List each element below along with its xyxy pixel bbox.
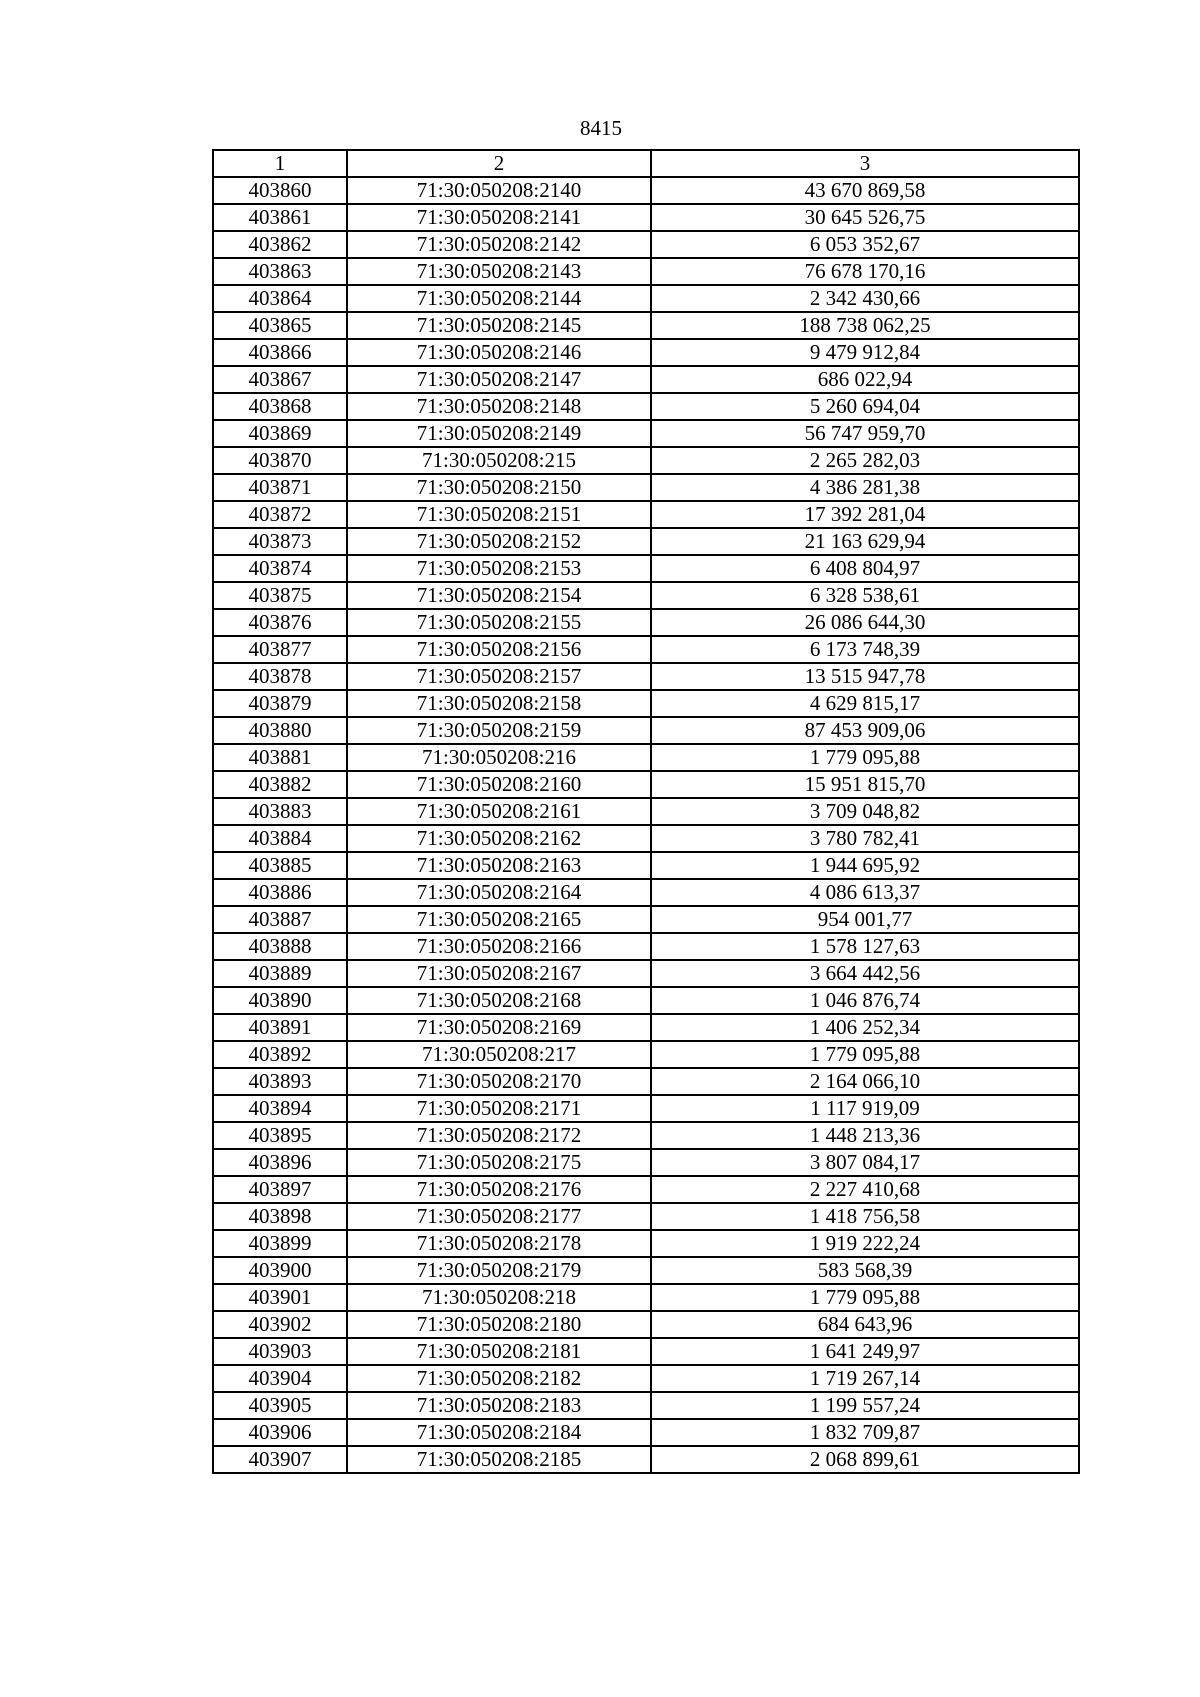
row-number-cell: 403887 bbox=[213, 906, 347, 933]
cadastral-number-cell: 71:30:050208:2154 bbox=[347, 582, 651, 609]
table-row bbox=[213, 420, 1079, 447]
value-cell: 17 392 281,04 bbox=[651, 501, 1079, 528]
value-cell: 4 386 281,38 bbox=[651, 474, 1079, 501]
row-number-cell: 403898 bbox=[213, 1203, 347, 1230]
row-number-cell: 403864 bbox=[213, 285, 347, 312]
table-row bbox=[213, 285, 1079, 312]
row-number-cell: 403894 bbox=[213, 1095, 347, 1122]
table-row bbox=[213, 1149, 1079, 1176]
value-cell: 1 779 095,88 bbox=[651, 1041, 1079, 1068]
cadastral-number-cell: 71:30:050208:2157 bbox=[347, 663, 651, 690]
row-number-cell: 403869 bbox=[213, 420, 347, 447]
table-row bbox=[213, 771, 1079, 798]
cadastral-number-cell: 71:30:050208:2179 bbox=[347, 1257, 651, 1284]
table-row bbox=[213, 933, 1079, 960]
cadastral-number-cell: 71:30:050208:2175 bbox=[347, 1149, 651, 1176]
cadastral-number-cell: 71:30:050208:2152 bbox=[347, 528, 651, 555]
value-cell: 1 448 213,36 bbox=[651, 1122, 1079, 1149]
row-number-cell: 403881 bbox=[213, 744, 347, 771]
value-cell: 954 001,77 bbox=[651, 906, 1079, 933]
value-cell: 2 068 899,61 bbox=[651, 1446, 1079, 1473]
cadastral-number-cell: 71:30:050208:2181 bbox=[347, 1338, 651, 1365]
value-cell: 686 022,94 bbox=[651, 366, 1079, 393]
table-row bbox=[213, 393, 1079, 420]
row-number-cell: 403867 bbox=[213, 366, 347, 393]
table-row bbox=[213, 339, 1079, 366]
table-row bbox=[213, 1392, 1079, 1419]
cadastral-number-cell: 71:30:050208:2155 bbox=[347, 609, 651, 636]
row-number-cell: 403907 bbox=[213, 1446, 347, 1473]
row-number-cell: 403899 bbox=[213, 1230, 347, 1257]
cadastral-number-cell: 71:30:050208:2149 bbox=[347, 420, 651, 447]
column-header: 3 bbox=[651, 150, 1079, 177]
value-cell: 6 408 804,97 bbox=[651, 555, 1079, 582]
value-cell: 1 199 557,24 bbox=[651, 1392, 1079, 1419]
row-number-cell: 403901 bbox=[213, 1284, 347, 1311]
row-number-cell: 403905 bbox=[213, 1392, 347, 1419]
table-row bbox=[213, 582, 1079, 609]
row-number-cell: 403888 bbox=[213, 933, 347, 960]
value-cell: 1 944 695,92 bbox=[651, 852, 1079, 879]
row-number-cell: 403861 bbox=[213, 204, 347, 231]
row-number-cell: 403877 bbox=[213, 636, 347, 663]
cadastral-number-cell: 71:30:050208:2184 bbox=[347, 1419, 651, 1446]
cadastral-number-cell: 71:30:050208:2165 bbox=[347, 906, 651, 933]
row-number-cell: 403904 bbox=[213, 1365, 347, 1392]
table-row bbox=[213, 852, 1079, 879]
value-cell: 87 453 909,06 bbox=[651, 717, 1079, 744]
table-row bbox=[213, 1068, 1079, 1095]
value-cell: 1 117 919,09 bbox=[651, 1095, 1079, 1122]
cadastral-number-cell: 71:30:050208:2141 bbox=[347, 204, 651, 231]
cadastral-number-cell: 71:30:050208:2182 bbox=[347, 1365, 651, 1392]
table-row bbox=[213, 825, 1079, 852]
column-header: 1 bbox=[213, 150, 347, 177]
value-cell: 2 342 430,66 bbox=[651, 285, 1079, 312]
cadastral-number-cell: 71:30:050208:2166 bbox=[347, 933, 651, 960]
table-row bbox=[213, 312, 1079, 339]
table-row bbox=[213, 1284, 1079, 1311]
value-cell: 1 719 267,14 bbox=[651, 1365, 1079, 1392]
table-row bbox=[213, 1230, 1079, 1257]
value-cell: 1 832 709,87 bbox=[651, 1419, 1079, 1446]
table-row bbox=[213, 177, 1079, 204]
value-cell: 76 678 170,16 bbox=[651, 258, 1079, 285]
cadastral-number-cell: 71:30:050208:2176 bbox=[347, 1176, 651, 1203]
cadastral-number-cell: 71:30:050208:2156 bbox=[347, 636, 651, 663]
table-row bbox=[213, 258, 1079, 285]
table-row bbox=[213, 1176, 1079, 1203]
row-number-cell: 403886 bbox=[213, 879, 347, 906]
row-number-cell: 403866 bbox=[213, 339, 347, 366]
row-number-cell: 403903 bbox=[213, 1338, 347, 1365]
row-number-cell: 403875 bbox=[213, 582, 347, 609]
row-number-cell: 403900 bbox=[213, 1257, 347, 1284]
value-cell: 1 919 222,24 bbox=[651, 1230, 1079, 1257]
value-cell: 30 645 526,75 bbox=[651, 204, 1079, 231]
value-cell: 3 807 084,17 bbox=[651, 1149, 1079, 1176]
row-number-cell: 403865 bbox=[213, 312, 347, 339]
row-number-cell: 403880 bbox=[213, 717, 347, 744]
cadastral-number-cell: 71:30:050208:2171 bbox=[347, 1095, 651, 1122]
value-cell: 6 173 748,39 bbox=[651, 636, 1079, 663]
cadastral-number-cell: 71:30:050208:2159 bbox=[347, 717, 651, 744]
row-number-cell: 403879 bbox=[213, 690, 347, 717]
column-header: 2 bbox=[347, 150, 651, 177]
value-cell: 21 163 629,94 bbox=[651, 528, 1079, 555]
row-number-cell: 403878 bbox=[213, 663, 347, 690]
cadastral-number-cell: 71:30:050208:2168 bbox=[347, 987, 651, 1014]
value-cell: 2 164 066,10 bbox=[651, 1068, 1079, 1095]
value-cell: 1 779 095,88 bbox=[651, 744, 1079, 771]
table-row bbox=[213, 906, 1079, 933]
cadastral-number-cell: 71:30:050208:2158 bbox=[347, 690, 651, 717]
value-cell: 583 568,39 bbox=[651, 1257, 1079, 1284]
value-cell: 1 046 876,74 bbox=[651, 987, 1079, 1014]
row-number-cell: 403876 bbox=[213, 609, 347, 636]
row-number-cell: 403863 bbox=[213, 258, 347, 285]
table-row bbox=[213, 1446, 1079, 1473]
table-header-row bbox=[213, 150, 1079, 177]
row-number-cell: 403890 bbox=[213, 987, 347, 1014]
table-row bbox=[213, 501, 1079, 528]
table-row bbox=[213, 1014, 1079, 1041]
table-row bbox=[213, 690, 1079, 717]
value-cell: 56 747 959,70 bbox=[651, 420, 1079, 447]
row-number-cell: 403885 bbox=[213, 852, 347, 879]
cadastral-number-cell: 71:30:050208:2161 bbox=[347, 798, 651, 825]
row-number-cell: 403882 bbox=[213, 771, 347, 798]
row-number-cell: 403891 bbox=[213, 1014, 347, 1041]
cadastral-number-cell: 71:30:050208:2147 bbox=[347, 366, 651, 393]
value-cell: 26 086 644,30 bbox=[651, 609, 1079, 636]
table-row bbox=[213, 717, 1079, 744]
value-cell: 4 086 613,37 bbox=[651, 879, 1079, 906]
cadastral-number-cell: 71:30:050208:2150 bbox=[347, 474, 651, 501]
value-cell: 9 479 912,84 bbox=[651, 339, 1079, 366]
value-cell: 1 779 095,88 bbox=[651, 1284, 1079, 1311]
row-number-cell: 403906 bbox=[213, 1419, 347, 1446]
table-row bbox=[213, 447, 1079, 474]
value-cell: 43 670 869,58 bbox=[651, 177, 1079, 204]
cadastral-number-cell: 71:30:050208:2170 bbox=[347, 1068, 651, 1095]
table-row bbox=[213, 1311, 1079, 1338]
row-number-cell: 403902 bbox=[213, 1311, 347, 1338]
value-cell: 1 641 249,97 bbox=[651, 1338, 1079, 1365]
table-row bbox=[213, 1203, 1079, 1230]
table-row bbox=[213, 636, 1079, 663]
table-row bbox=[213, 1095, 1079, 1122]
table-row bbox=[213, 1365, 1079, 1392]
value-cell: 13 515 947,78 bbox=[651, 663, 1079, 690]
page-number: 8415 bbox=[580, 116, 622, 140]
cadastral-number-cell: 71:30:050208:2151 bbox=[347, 501, 651, 528]
value-cell: 2 265 282,03 bbox=[651, 447, 1079, 474]
value-cell: 4 629 815,17 bbox=[651, 690, 1079, 717]
cadastral-number-cell: 71:30:050208:2169 bbox=[347, 1014, 651, 1041]
value-cell: 1 418 756,58 bbox=[651, 1203, 1079, 1230]
value-cell: 188 738 062,25 bbox=[651, 312, 1079, 339]
cadastral-number-cell: 71:30:050208:2177 bbox=[347, 1203, 651, 1230]
cadastral-number-cell: 71:30:050208:215 bbox=[347, 447, 651, 474]
cadastral-number-cell: 71:30:050208:2178 bbox=[347, 1230, 651, 1257]
table-row bbox=[213, 1338, 1079, 1365]
row-number-cell: 403884 bbox=[213, 825, 347, 852]
row-number-cell: 403893 bbox=[213, 1068, 347, 1095]
cadastral-number-cell: 71:30:050208:216 bbox=[347, 744, 651, 771]
cadastral-number-cell: 71:30:050208:2145 bbox=[347, 312, 651, 339]
cadastral-number-cell: 71:30:050208:2142 bbox=[347, 231, 651, 258]
table-row bbox=[213, 1041, 1079, 1068]
table-row bbox=[213, 879, 1079, 906]
table-row bbox=[213, 1419, 1079, 1446]
cadastral-number-cell: 71:30:050208:2140 bbox=[347, 177, 651, 204]
row-number-cell: 403860 bbox=[213, 177, 347, 204]
row-number-cell: 403896 bbox=[213, 1149, 347, 1176]
cadastral-number-cell: 71:30:050208:2146 bbox=[347, 339, 651, 366]
cadastral-number-cell: 71:30:050208:2160 bbox=[347, 771, 651, 798]
table-row bbox=[213, 744, 1079, 771]
value-cell: 15 951 815,70 bbox=[651, 771, 1079, 798]
cadastral-number-cell: 71:30:050208:2183 bbox=[347, 1392, 651, 1419]
cadastral-number-cell: 71:30:050208:2163 bbox=[347, 852, 651, 879]
table-row bbox=[213, 663, 1079, 690]
table-row bbox=[213, 609, 1079, 636]
row-number-cell: 403892 bbox=[213, 1041, 347, 1068]
registry-table-body bbox=[213, 150, 1079, 1473]
table-row bbox=[213, 474, 1079, 501]
registry-table bbox=[212, 149, 1080, 1474]
value-cell: 6 053 352,67 bbox=[651, 231, 1079, 258]
cadastral-number-cell: 71:30:050208:2162 bbox=[347, 825, 651, 852]
value-cell: 3 709 048,82 bbox=[651, 798, 1079, 825]
cadastral-number-cell: 71:30:050208:2167 bbox=[347, 960, 651, 987]
cadastral-number-cell: 71:30:050208:2164 bbox=[347, 879, 651, 906]
table-row bbox=[213, 960, 1079, 987]
cadastral-number-cell: 71:30:050208:217 bbox=[347, 1041, 651, 1068]
row-number-cell: 403871 bbox=[213, 474, 347, 501]
table-row bbox=[213, 1122, 1079, 1149]
value-cell: 2 227 410,68 bbox=[651, 1176, 1079, 1203]
value-cell: 5 260 694,04 bbox=[651, 393, 1079, 420]
table-row bbox=[213, 987, 1079, 1014]
table-row bbox=[213, 798, 1079, 825]
table-row bbox=[213, 231, 1079, 258]
table-row bbox=[213, 204, 1079, 231]
row-number-cell: 403895 bbox=[213, 1122, 347, 1149]
value-cell: 1 406 252,34 bbox=[651, 1014, 1079, 1041]
row-number-cell: 403874 bbox=[213, 555, 347, 582]
row-number-cell: 403868 bbox=[213, 393, 347, 420]
row-number-cell: 403872 bbox=[213, 501, 347, 528]
table-row bbox=[213, 366, 1079, 393]
table-row bbox=[213, 528, 1079, 555]
table-row bbox=[213, 1257, 1079, 1284]
value-cell: 3 780 782,41 bbox=[651, 825, 1079, 852]
cadastral-number-cell: 71:30:050208:2180 bbox=[347, 1311, 651, 1338]
cadastral-number-cell: 71:30:050208:2153 bbox=[347, 555, 651, 582]
row-number-cell: 403873 bbox=[213, 528, 347, 555]
row-number-cell: 403862 bbox=[213, 231, 347, 258]
cadastral-number-cell: 71:30:050208:218 bbox=[347, 1284, 651, 1311]
cadastral-number-cell: 71:30:050208:2144 bbox=[347, 285, 651, 312]
cadastral-number-cell: 71:30:050208:2148 bbox=[347, 393, 651, 420]
row-number-cell: 403897 bbox=[213, 1176, 347, 1203]
cadastral-number-cell: 71:30:050208:2185 bbox=[347, 1446, 651, 1473]
cadastral-number-cell: 71:30:050208:2172 bbox=[347, 1122, 651, 1149]
row-number-cell: 403870 bbox=[213, 447, 347, 474]
row-number-cell: 403883 bbox=[213, 798, 347, 825]
value-cell: 684 643,96 bbox=[651, 1311, 1079, 1338]
table-row bbox=[213, 555, 1079, 582]
cadastral-number-cell: 71:30:050208:2143 bbox=[347, 258, 651, 285]
value-cell: 6 328 538,61 bbox=[651, 582, 1079, 609]
row-number-cell: 403889 bbox=[213, 960, 347, 987]
value-cell: 1 578 127,63 bbox=[651, 933, 1079, 960]
value-cell: 3 664 442,56 bbox=[651, 960, 1079, 987]
